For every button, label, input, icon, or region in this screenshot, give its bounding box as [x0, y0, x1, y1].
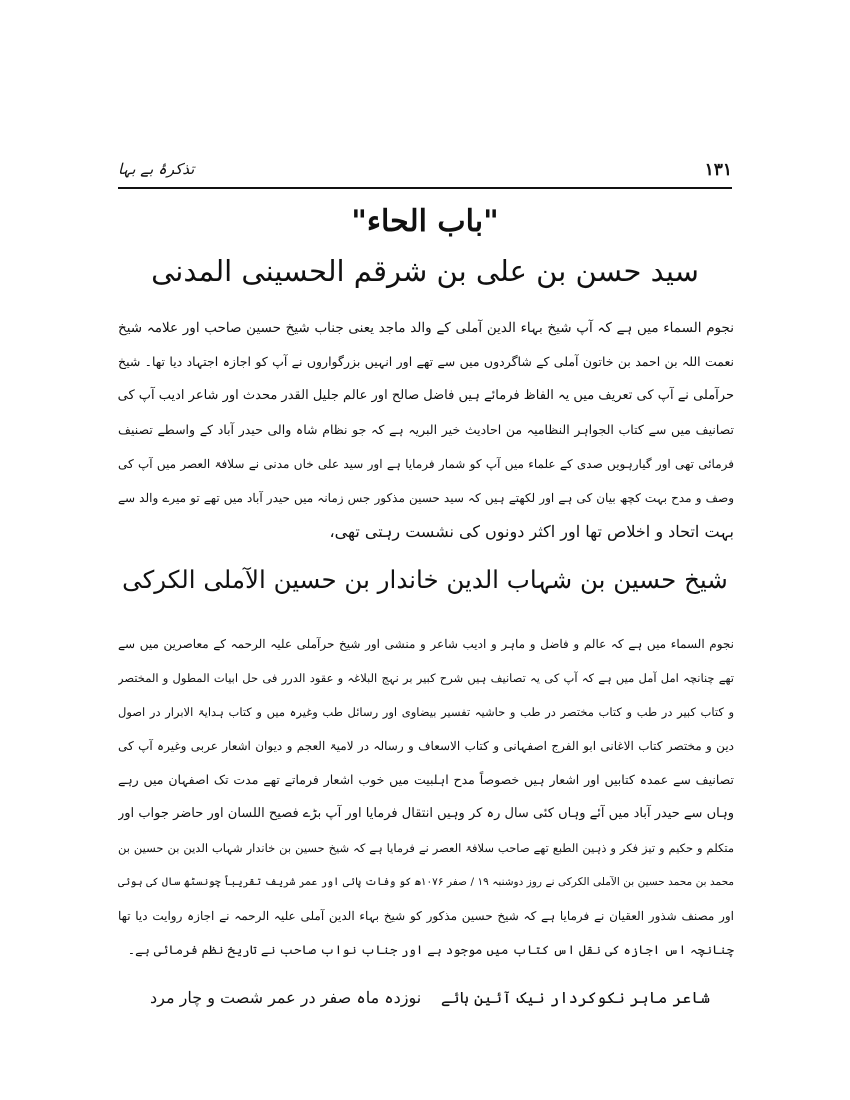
text-line: تصانیف میں سے کتاب الجواہر النظامیہ من احادیث خیر البریہ ہے کہ جو نظام شاہ والی حیدر آباد کے واسطے تصنیف [118, 422, 734, 437]
text-line: حرآملی نے آپ کی تعریف میں یہ الفاظ فرمائے ہیں فاضل صالح اور عالم جلیل القدر محدث اور شاعر ادیب آپ کی [118, 388, 734, 403]
section-paragraph-1 [118, 311, 734, 549]
text-line: بہت اتحاد و اخلاص تھا اور اکثر دونوں کی نشست رہتی تھی، [329, 522, 734, 541]
chapter-title: "باب الحاء" [351, 204, 499, 239]
section-heading-1: سید حسن بن علی بن شرقم الحسینی المدنی [151, 254, 699, 288]
text-line: اور مصنف شذور العقیان نے فرمایا ہے کہ شیخ حسین مذکور کو شیخ بہاء الدین آملی علیہ الرحمہ نے اجازہ روایت دیا تھا [118, 909, 734, 923]
verse-misra-first: شاعر ماہر نکوکردار نیک آئین ہائے [440, 988, 710, 1007]
text-line: وہاں سے حیدر آباد میں آئے وہاں کئی سال رہ کر وہیں انتقال فرمایا اور آپ بڑے فصیح اللسان اور حاضر جواب اور [118, 806, 734, 821]
text-line: محمد بن محمد حسین بن الآملی الکرکی نے روز دوشنبہ ۱۹ / صفر ۱۰۷۶ھ کو وفات پائی اور عمر شریف تقریباً چونسٹھ سال کی ہوئی [118, 876, 734, 888]
text-line: وصف و مدح بہت کچھ بیان کی ہے اور لکھتے ہیں کہ سید حسین مذکور جس زمانہ میں حیدر آباد میں تھے تو میرے والد سے [118, 491, 734, 505]
text-line: نجوم السماء میں ہے کہ آپ شیخ بہاء الدین آملی کے والد ماجد یعنی جناب شیخ حسین صاحب اور علامہ شیخ [118, 320, 734, 336]
text-line: فرمائی تھی اور گیارہویں صدی کے علماء میں آپ کو شمار فرمایا ہے اور سید علی خاں مدنی نے سلافۃ العصر میں آپ کی [118, 457, 734, 471]
text-line: نعمت اللہ بن احمد بن خاتون آملی کے شاگردوں میں سے تھے اور انہیں بزرگواروں نے آپ کو اجازہ اجتہاد دیا تھا۔ شیخ [118, 354, 734, 369]
text-line: تھے چنانچہ امل آمل میں ہے کہ آپ کی یہ تصانیف ہیں شرح کبیر بر نہج البلاغہ و عقود الدرر فی حل ابیات المطول و المختصر [118, 671, 734, 685]
text-line: دین و مختصر کتاب الاغانی ابو الفرج اصفہانی و کتاب الاسعاف و رسالہ در لامیۃ العجم و دیوان اشعار عربی وغیرہ آپ کی [118, 739, 734, 753]
text-line: نجوم السماء میں ہے کہ عالم و فاضل و ماہر و ادیب شاعر و منشی اور شیخ حرآملی علیہ الرحمہ کے معاصرین میں سے [118, 637, 734, 651]
text-line: چنانچہ اس اجازہ کی نقل اس کتاب میں موجود ہے اور جناب نواب صاحب نے تاریخ نظم فرمائی ہے۔ [127, 942, 734, 957]
page-number: ۱۳۱ [704, 160, 732, 180]
header-rule [118, 187, 732, 189]
section-heading-2: شیخ حسین بن شہاب الدین خاندار بن حسین الآملی الکرکی [122, 565, 728, 594]
verse-misra-second: نوزدہ ماہ صفر در عمر شصت و چار مرد [150, 988, 422, 1007]
section-paragraph-2 [118, 627, 734, 967]
text-line: تصانیف سے عمدہ کتابیں اور اشعار ہیں خصوصاً مدح اہلبیت میں خوب اشعار فرماتے تھے مدت تک اصفہان میں رہے [118, 772, 734, 787]
running-header [118, 160, 732, 182]
chronogram-verse [150, 988, 710, 1018]
book-title: تذکرۂ بے بہا [118, 160, 195, 178]
text-line: متکلم و حکیم و تیز فکر و ذہین الطبع تھے صاحب سلافۃ العصر نے فرمایا ہے کہ شیخ حسین بن خاندار شہاب الدین بن حسین بن [118, 841, 734, 855]
text-line: و کتاب کبیر در طب و کتاب مختصر در طب و حاشیہ تفسیر بیضاوی اور رسائل طب وغیرہ میں و کتاب ہدایۃ الابرار در اصول [118, 705, 734, 719]
